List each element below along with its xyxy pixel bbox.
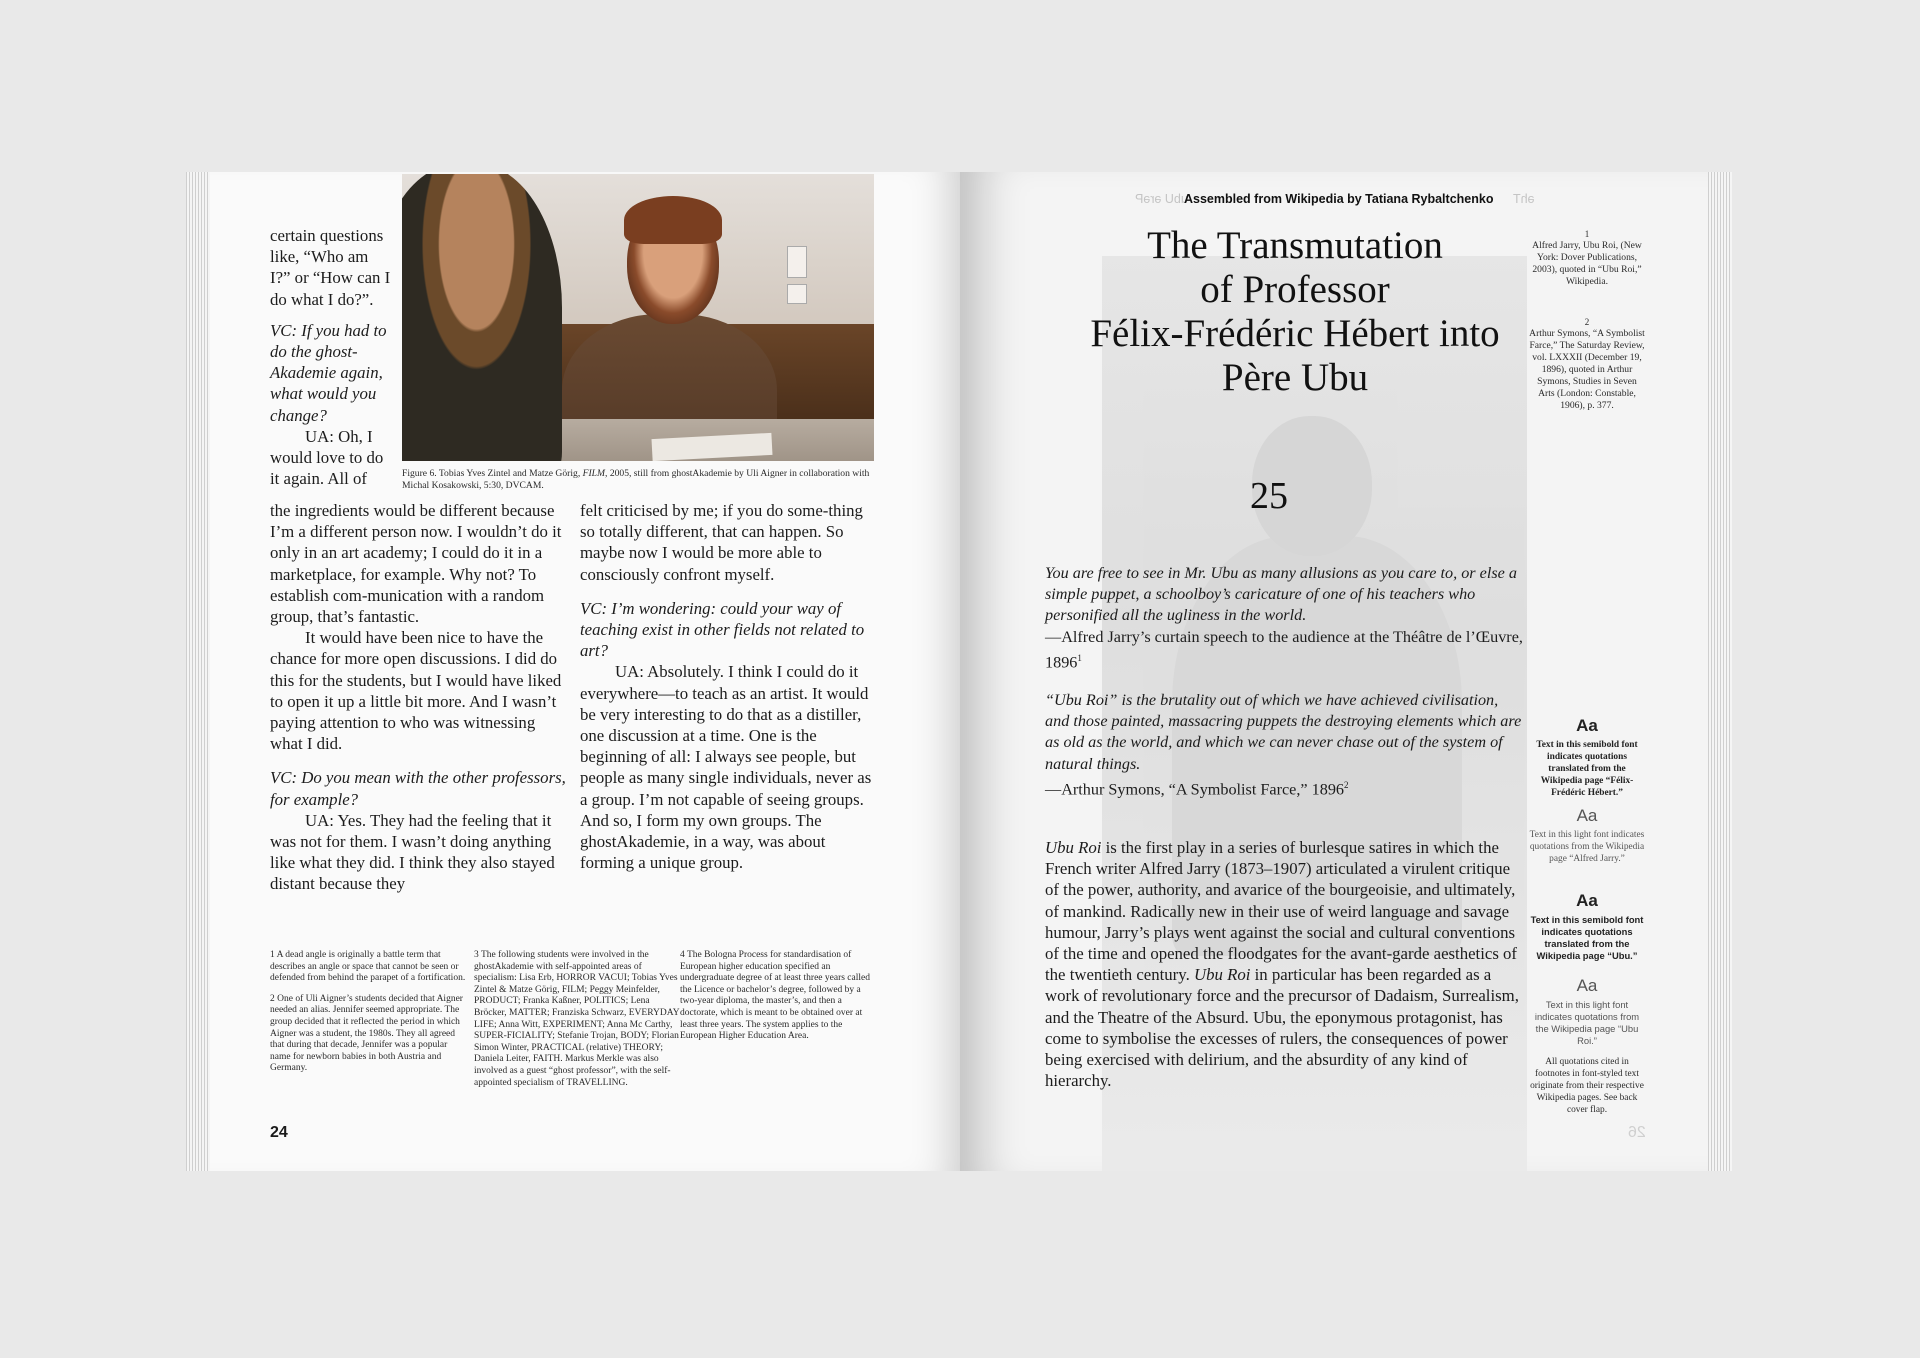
interview-photo: [402, 174, 874, 461]
font-legend-semibold-hebert: Aa Text in this semibold font indicates quotations translated from the Wikipedia page “Félix-Frédéric Hébert.”: [1536, 716, 1638, 798]
show-through-folio: 26: [1628, 1124, 1646, 1141]
article-body: Ubu Roi is the first play in a series of burlesque satires in which the French writer Alfred Jarry (1873–1907) articulated a virulent critique of the power, authority, and avarice of the bourgeoisie, and ultimately, of mankind. Radically new in their use of weird language and savage humour, Jarry’s plays went against the social and cultural conventions of the time and opened the floodgates for the avant-garde aesthetics of the twentieth century. Ubu Roi in particular has been regarded as a work of revolutionary force and the precursor of Dadaism, Surrealism, and the Theatre of the Absurd. Ubu, the eponymous protagonist, has come to symbolise the excesses of rulers, the consequences of power being exercised with delirium, and the absurdity of any kind of hierarchy.: [1045, 838, 1519, 1091]
photo-caption: Figure 6. Tobias Yves Zintel and Matze Görig, FILM, 2005, still from ghostAkademie by Uli Aigner in collaboration with Michal Kosakowski, 5:30, DVCAM.: [402, 468, 870, 491]
footnotes-column-2: 3 The following students were involved in the ghostAkademie with self-appointed areas of specialism: Lisa Erb, HORROR VACUI; Tobias Yves Zintel & Matze Görig, FILM; Peggy Meinfelder, PRODUCT; Franka Kaßner, POLITICS; Lena Bröcker, MATTER; Franziska Schwarz, EVERYDAY LIFE; Anna Witt, EXPERIMENT; Anna Mc Carthy, SUPER-FICIALITY; Stefanie Trojan, BODY; Florian Simon Winter, PRACTICAL (relative) THEORY; Daniela Leiter, FAITH. Markus Merkle was also involved as a guest “ghost professor”, with the self-appointed specialism of TRAVELLING.: [474, 950, 680, 1088]
left-page-edges: [186, 172, 212, 1171]
show-through-header: ubU ərəP: [1135, 192, 1188, 206]
font-legend-light-jarry: Aa Text in this light font indicates quotations from the Wikipedia page “Alfred Jarry.”: [1529, 806, 1645, 864]
epigraph-symons: “Ubu Roi” is the brutality out of which we have achieved civilisation, and those painted, massacring puppets the destroying elements which are as old as the world, and which we can never chase out of the system of natural things. —Arthur Symons, “A Symbolist Farce,” 1896$^2$: [1045, 691, 1522, 799]
interview-column-a: the ingredients would be different because I’m a different person now. I wouldn’t do it only in an art academy; I could do it in a marketplace, for example. Why not? To establish com-munication with a random group, that’s fantastic. It would have been nice to have the chance for more open discussions. I did do this for the students, but I would have liked to open it up a little bit more. And I wasn’t paying attention to who was witnessing what I did. VC: Do you mean with the other professors, for example? UA: Yes. They had the feeling that it was not for them. I wasn’t doing anything like what they did. I think they also stayed distant because they: [270, 501, 566, 894]
quotation-source-note: All quotations cited in footnotes in font-styled text originate from their respective Wikipedia pages. See back cover flap.: [1530, 1057, 1644, 1115]
footnotes-column-3: 4 The Bologna Process for standardisation of European higher education specified an undergraduate degree of at least three years called the Licence or bachelor’s degree, followed by a two-year diploma, the master’s, and then a doctorate, which is meant to be obtained over at least three years. The system applies to the European Higher Education Area.: [680, 950, 870, 1042]
right-page: [960, 172, 1708, 1171]
font-legend-semibold-ubu: Aa Text in this semibold font indicates quotations translated from the Wikipedia page “Ubu.”: [1530, 891, 1644, 961]
foreground-man-figure: [402, 174, 562, 461]
footnotes-column-1: 1 A dead angle is originally a battle term that describes an angle or space that cannot be seen or defended from behind the parapet of a fortification. 2 One of Uli Aigner’s students decided that Aigner needed an alias. Jennifer seemed appropriate. The group decided that it reflected the period in which Aigner was a student, the 1980s. They all agreed that during that decade, Jennifer was a popular name for newborn babies in both Austria and Germany.: [270, 950, 466, 1074]
interview-column-b: felt criticised by me; if you do some-thing so totally different, that can happen. So maybe now I would be more able to consciously confront myself. VC: I’m wondering: could your way of teaching exist in other fields not related to art? UA: Absolutely. I think I could do it everywhere—to teach as an artist. It would be very interesting to do that as a distiller, one discussion at a time. One is the beginning of all: I always see people, but people as many single individuals, never as a group. I’m not capable of seeing groups. And so, I form my own groups. The ghostAkademie, in a way, was about forming a unique group.: [580, 501, 872, 873]
sidenote-1: 1 Alfred Jarry, Ubu Roi, (New York: Dover Publications, 2003), quoted in “Ubu Roi,” Wikipedia.: [1532, 229, 1642, 287]
page-number-left: 24: [270, 1124, 288, 1141]
interview-opening: certain questions like, “Who am I?” or “How can I do what I do?”. VC: If you had to do the ghost- Akademie again, what would you change? UA: Oh, I would love to do it again. All of: [270, 226, 391, 489]
font-legend-light-ubu-roi: Aa Text in this light font indicates quotations from the Wikipedia page “Ubu Roi.”: [1534, 976, 1640, 1046]
sidenote-2: 2 Arthur Symons, “A Symbolist Farce,” The Saturday Review, vol. LXXXII (December 19, 1896), quoted in Arthur Symons, Studies in Seven Arts (London: Constable, 1906), p. 377.: [1529, 317, 1645, 411]
article-credit: Assembled from Wikipedia by Tatiana Rybaltchenko: [1184, 192, 1494, 206]
left-page: [210, 172, 960, 1171]
right-page-edges: [1706, 172, 1732, 1171]
show-through-header: əhT: [1513, 192, 1535, 206]
epigraph-jarry: You are free to see in Mr. Ubu as many allusions as you care to, or else a simple puppet, a schoolboy’s caricature of one of his teachers who personified all the ugliness in the world. —Alfred Jarry’s curtain speech to the audience at the Théâtre de l’Œuvre, 1896$^1$: [1045, 564, 1523, 672]
article-title: The Transmutation of Professor Félix-Frédéric Hébert into Père Ubu: [1090, 224, 1500, 399]
page-number-large: 25: [1250, 475, 1288, 517]
